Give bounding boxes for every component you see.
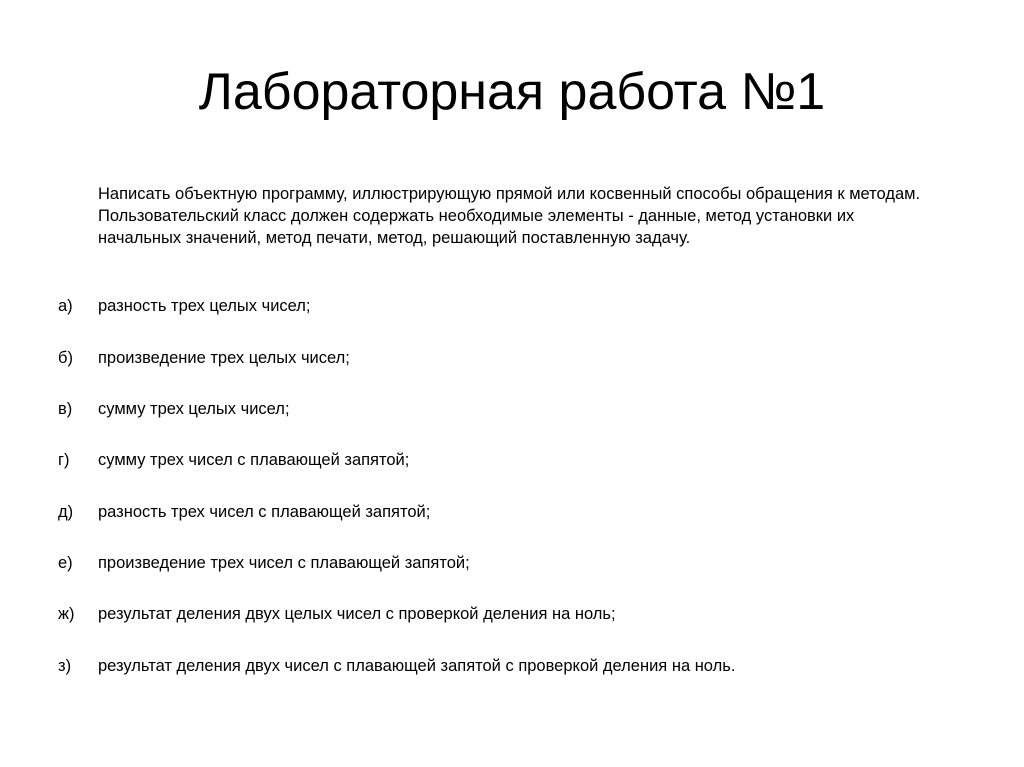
item-text: произведение трех целых чисел; (98, 349, 350, 367)
item-text: разность трех чисел с плавающей запятой; (98, 503, 431, 521)
item-label: е) (58, 554, 73, 572)
item-label: з) (58, 657, 72, 675)
list-item (58, 400, 290, 419)
task-description: Написать объектную программу, иллюстрирующую прямой или косвенный способы обращения к методам. Пользовательский класс должен содержать необходимые элементы - данные, метод установки их начальных значений, метод печати, метод, решающий поставленную задачу. (98, 185, 921, 247)
item-text: разность трех целых чисел; (98, 297, 311, 315)
list-item (58, 605, 616, 624)
item-text: результат деления двух чисел с плавающей запятой с проверкой деления на ноль. (98, 657, 736, 675)
list-item (58, 297, 311, 316)
item-label: г) (58, 451, 70, 469)
list-item (58, 451, 409, 470)
slide-title: Лабораторная работа №1 (198, 63, 826, 121)
item-text: произведение трех чисел с плавающей запятой; (98, 554, 470, 572)
item-text: результат деления двух целых чисел с проверкой деления на ноль; (98, 605, 616, 623)
item-label: в) (58, 400, 73, 418)
item-label: д) (58, 503, 74, 521)
list-item (58, 503, 430, 522)
item-text: сумму трех чисел с плавающей запятой; (98, 451, 410, 469)
item-label: ж) (58, 605, 75, 623)
list-item (58, 657, 735, 676)
item-label: б) (58, 349, 73, 367)
item-text: сумму трех целых чисел; (98, 400, 290, 418)
list-item (58, 554, 470, 573)
item-label: а) (58, 297, 73, 315)
list-item (58, 349, 350, 368)
